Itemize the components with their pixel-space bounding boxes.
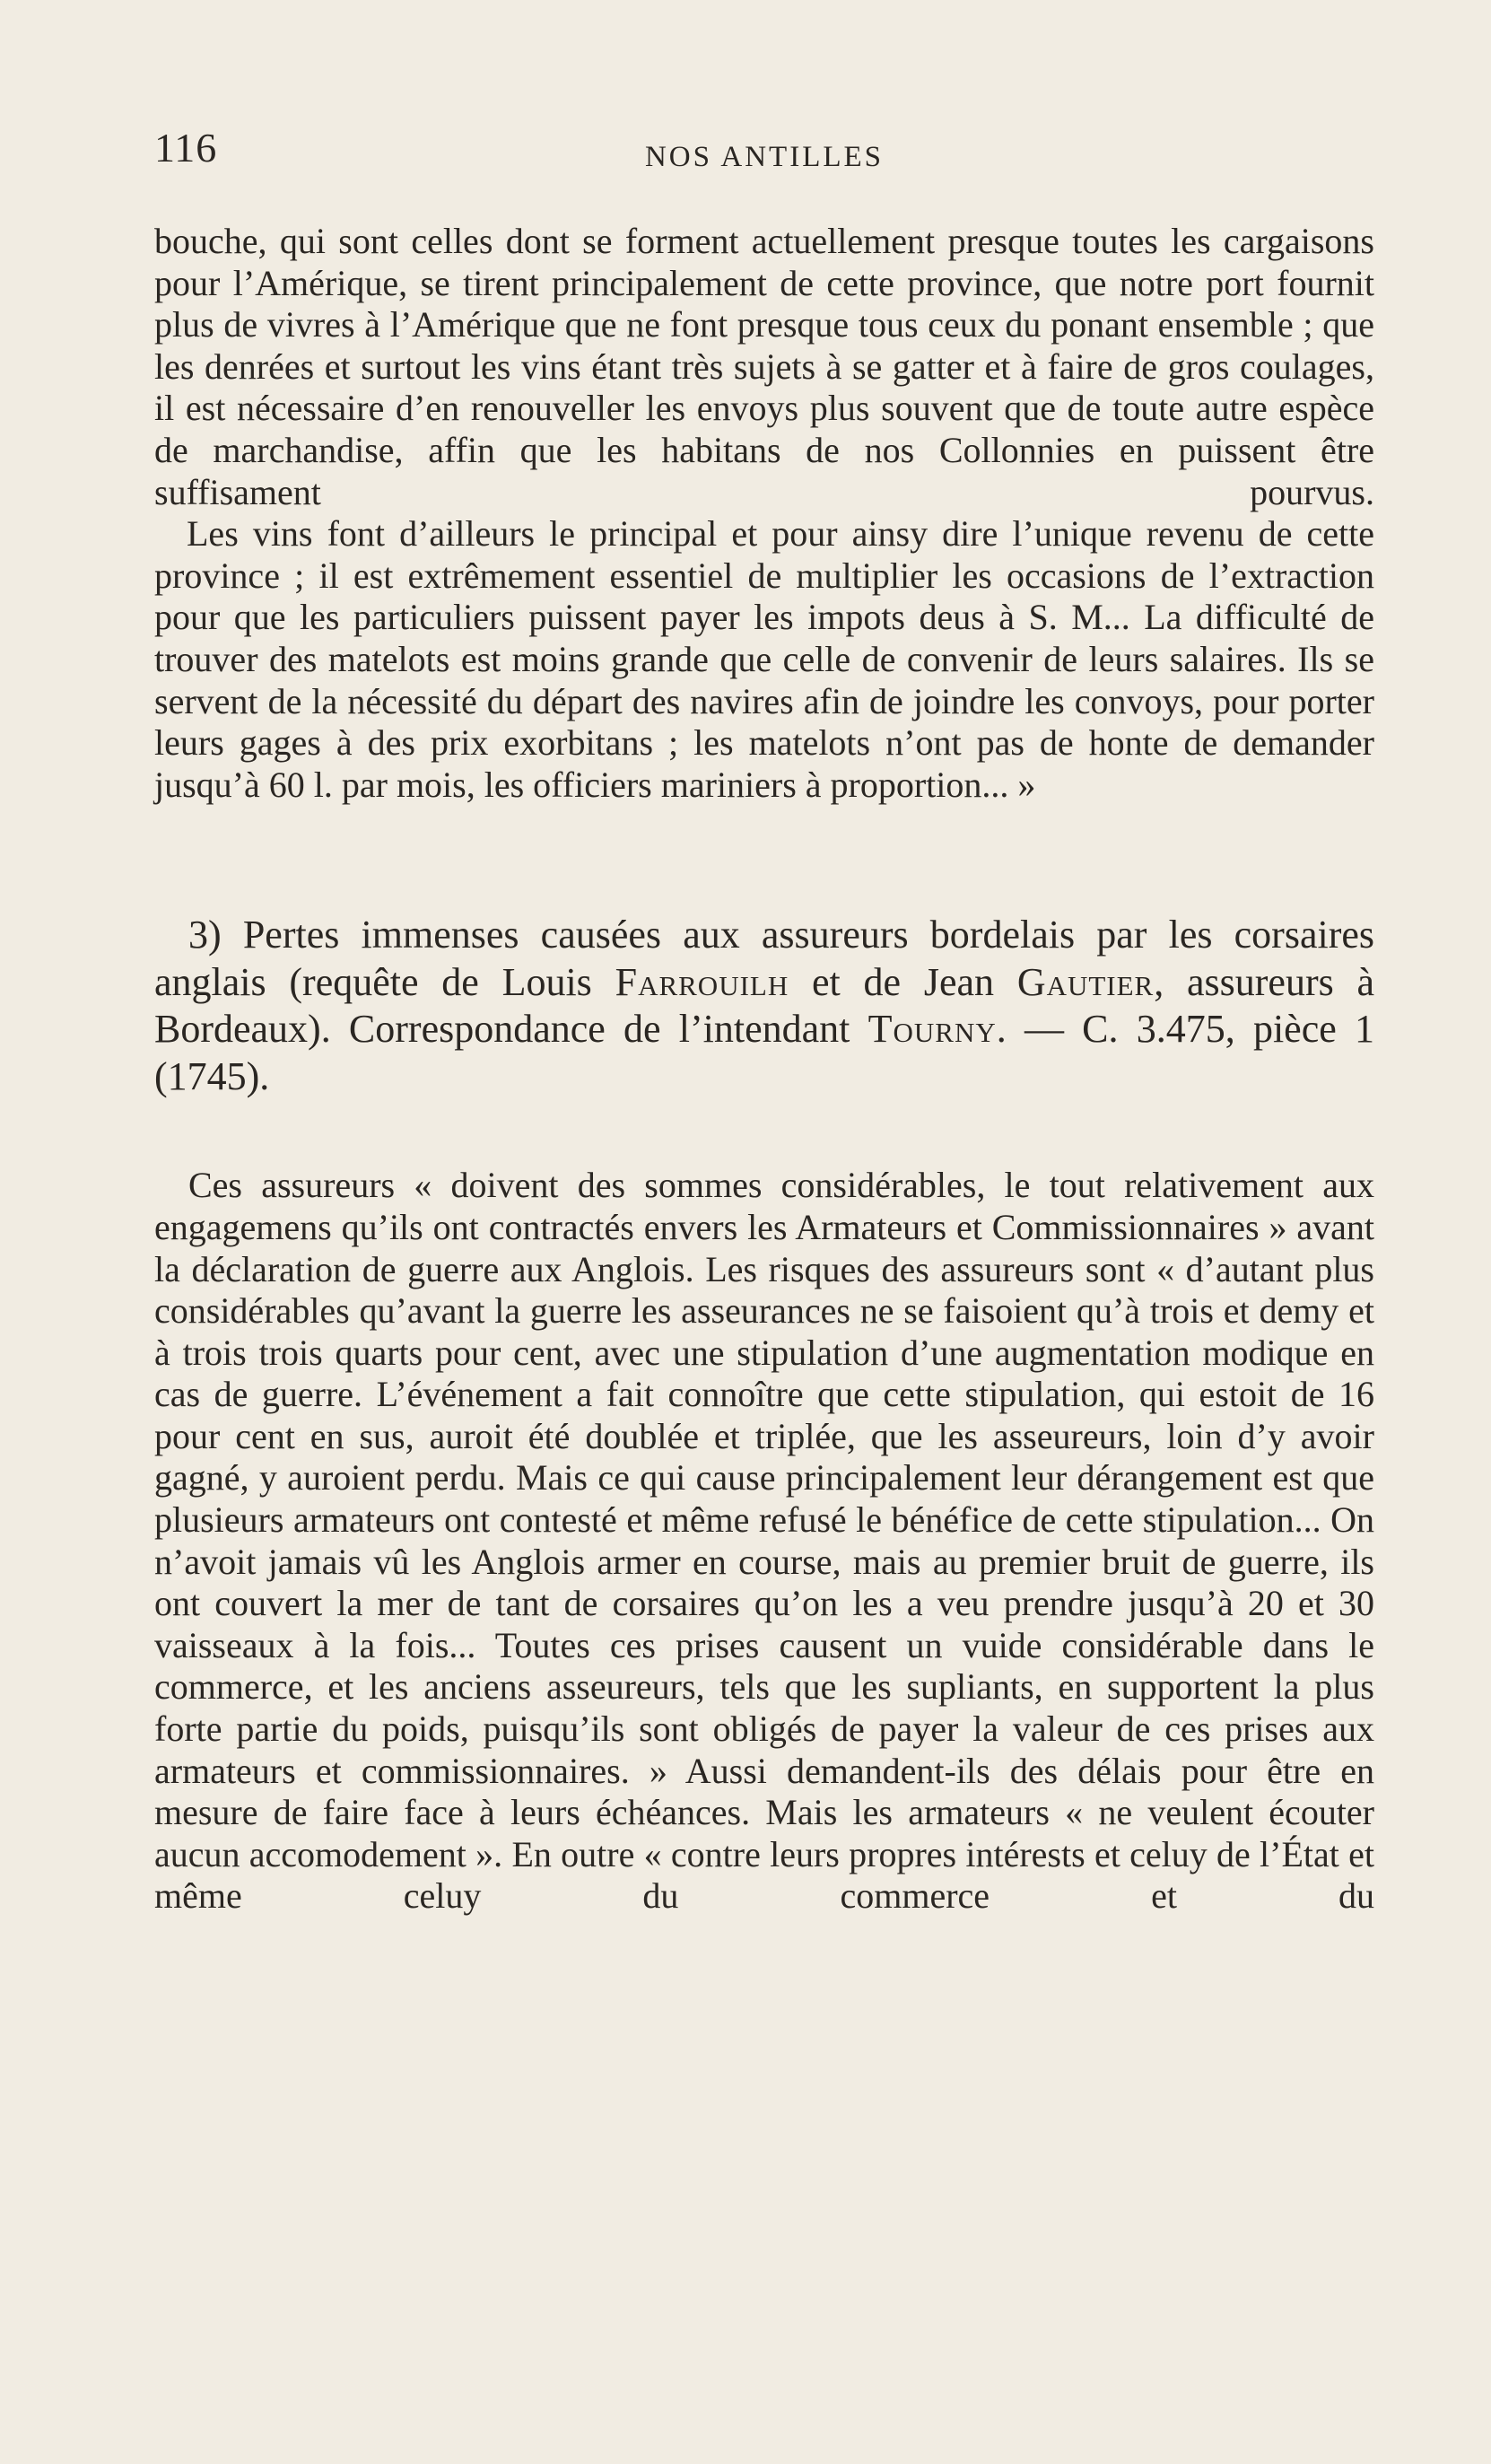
- section-title-conjunction: et de Jean: [812, 959, 995, 1004]
- person-name-farrouilh: Farrouilh: [615, 959, 789, 1004]
- section-heading: [154, 912, 1374, 1100]
- paragraph-continuation: bouche, qui sont celles dont se forment actuellement presque toutes les cargaisons pour l’Amérique, se tirent principalement de cette province, que notre port fournit plus de vivres à l’Amérique que ne font presque tous ceux du ponant ensemble ; que les denrées et surtout les vins étant très sujets à se gatter et à faire de gros coulages, il est nécessaire d’en renouveller les envoys plus souvent que de toute autre espèce de marchandise, affin que les habitans de nos Collonnies en puissent être suffisament pourvus.: [154, 221, 1374, 512]
- running-title: NOS ANTILLES: [644, 141, 885, 173]
- section-number: 3): [188, 913, 222, 957]
- section-title-text: Pertes immenses causées aux assureurs bordelais par les corsaires anglais (requête de Louis: [154, 913, 1374, 1004]
- paragraph-wines: Les vins font d’ailleurs le principal et pour ainsy dire l’unique revenu de cette province ; il est extrêmement essentiel de multiplier les occasions de l’extraction pour que les particuliers puissent payer les impots deus à S. M... La difficulté de trouver des matelots est moins grande que celle de convenir de leurs salaires. Ils se servent de la nécessité du départ des navires afin de joindre les convoys, pour porter leurs gages à des prix exorbitans ; les matelots n’ont pas de honte de demander jusqu’à 60 l. par mois, les officiers mariniers à proportion... »: [154, 513, 1374, 805]
- person-name-gautier: Gautier: [1016, 959, 1155, 1004]
- person-name-tourny: Tourny: [868, 1007, 997, 1052]
- page-number: 116: [154, 125, 218, 170]
- paragraph-assureurs: Ces assureurs « doivent des sommes considérables, le tout relativement aux engagemens qu’ils ont contractés envers les Armateurs et Commissionnaires » avant la déclaration de guerre aux Anglois. Les risques des assureurs sont « d’autant plus considérables qu’avant la guerre les asseurances ne se faisoient qu’à trois et demy et à trois trois quarts pour cent, avec une stipulation d’une augmentation modique en cas de guerre. L’événement a fait connoître que cette stipulation, qui estoit de 16 pour cent en sus, auroit été doublée et triplée, que les asseureurs, loin d’y avoir gagné, y auroient perdu. Mais ce qui cause principalement leur dérangement est que plusieurs armateurs ont contesté et même refusé le bénéfice de cette stipulation... On n’avoit jamais vû les Anglois armer en course, mais au premier bruit de guerre, ils ont couvert la mer de tant de corsaires qu’on les a veu prendre jusqu’à 20 et 30 vaisseaux à la fois... Toutes ces prises causent un vuide considérable dans le commerce, et les anciens asseureurs, tels que les supliants, en supportent la plus forte partie du poids, puisqu’ils sont obligés de payer la valeur de ces prises aux armateurs et commissionnaires. » Aussi demandent-ils des délais pour être en mesure de faire face à leurs échéances. Mais les armateurs « ne veulent écouter aucun accomodement ». En outre « contre leurs propres intérests et celuy de l’État et même celuy du commerce et du: [154, 1165, 1374, 1917]
- page-header: [154, 117, 1374, 179]
- section-title-continuation: , assureurs à Bordeaux). Correspondance de l’intendant: [154, 959, 1375, 1052]
- archive-reference: . — C. 3.475, pièce 1 (1745).: [154, 1007, 1374, 1098]
- document-page: [154, 117, 1374, 1918]
